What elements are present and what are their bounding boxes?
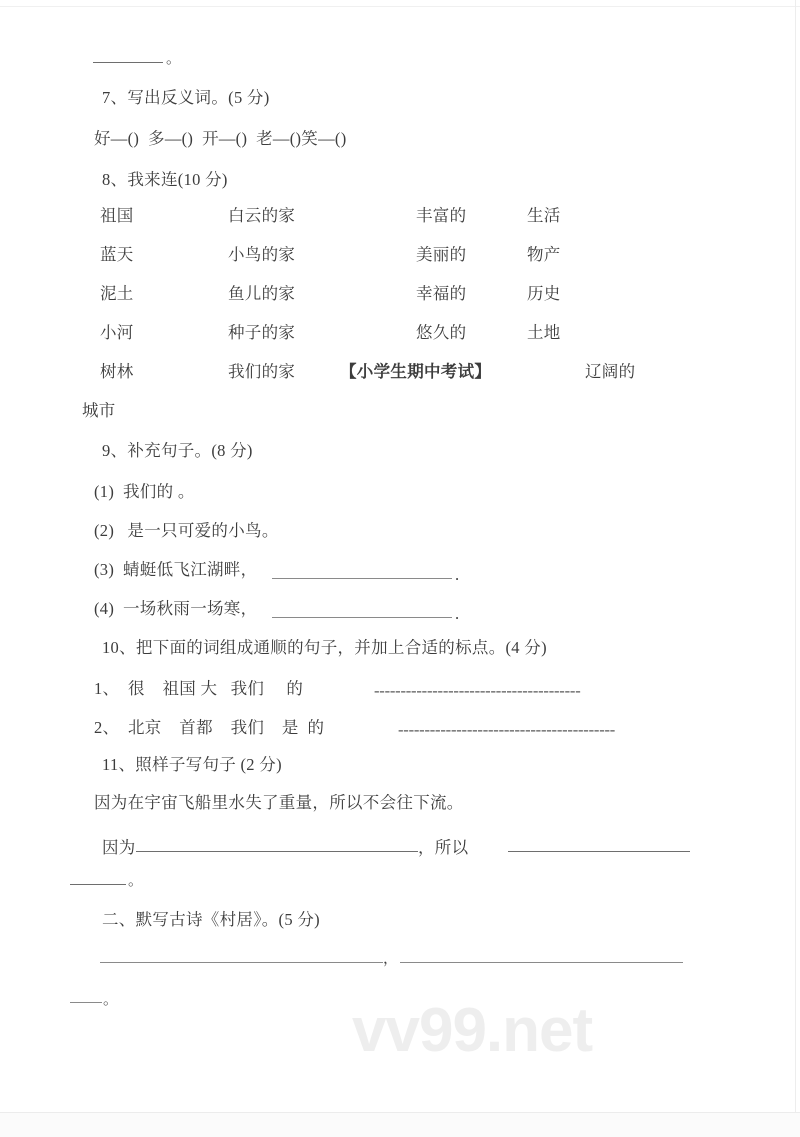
match-row-3-col-2[interactable]: 鱼儿的家 bbox=[228, 284, 296, 303]
question-9-item-1-text: 我们的 。 bbox=[123, 482, 195, 501]
section-2-answer-blank-3[interactable] bbox=[70, 1002, 102, 1003]
match-row-4-col-3[interactable]: 悠久的 bbox=[416, 323, 467, 342]
match-row-4-col-1[interactable]: 小河 bbox=[100, 323, 134, 342]
match-row-2-col-2[interactable]: 小鸟的家 bbox=[228, 245, 296, 264]
match-row-2-col-3[interactable]: 美丽的 bbox=[416, 245, 467, 264]
question-9-item-1-label: (1) bbox=[94, 482, 115, 501]
question-11-answer-lead: 因为 bbox=[102, 838, 136, 857]
match-row-4-col-2[interactable]: 种子的家 bbox=[228, 323, 296, 342]
match-row-3-col-1[interactable]: 泥土 bbox=[100, 284, 134, 303]
question-11-answer-blank-3[interactable] bbox=[70, 884, 126, 885]
question-9-item-4-label: (4) bbox=[94, 599, 115, 618]
question-11-answer-blank-2[interactable] bbox=[508, 851, 690, 852]
section-2-answer-blank-1[interactable] bbox=[100, 962, 383, 963]
match-row-2-col-4[interactable]: 物产 bbox=[527, 245, 561, 264]
question-10-heading: 10、把下面的词组成通顺的句子，并加上合适的标点。(4 分) bbox=[102, 638, 547, 657]
question-9-item-4-text: 一场秋雨一场寒， bbox=[123, 599, 258, 618]
continuation-punctuation: 。 bbox=[166, 51, 182, 67]
question-9-item-4-tail: . bbox=[455, 604, 460, 623]
match-row-5-col-1[interactable]: 树林 bbox=[100, 362, 134, 381]
match-row-2-col-1[interactable]: 蓝天 bbox=[100, 245, 134, 264]
question-11-answer-blank-1[interactable] bbox=[136, 851, 418, 852]
question-8-heading: 8、我来连(10 分) bbox=[102, 170, 228, 189]
question-9-item-2-text: 是一只可爱的小鸟。 bbox=[123, 521, 279, 540]
question-9-heading: 9、补充句子。(8 分) bbox=[102, 441, 253, 460]
match-row-5-col-4[interactable]: 辽阔的 bbox=[585, 362, 636, 381]
section-2-answer-blank-2[interactable] bbox=[400, 962, 683, 963]
question-9-item-4-answer-blank[interactable] bbox=[272, 617, 452, 618]
question-9-item-2-label: (2) bbox=[94, 521, 115, 540]
question-11-heading: 11、照样子写句子 (2 分) bbox=[102, 755, 282, 774]
question-7-items: 好—() 多—() 开—() 老—()笑—() bbox=[94, 129, 347, 148]
section-2-answer-mid-punct: ， bbox=[383, 951, 399, 967]
continuation-blank-rule bbox=[93, 62, 163, 63]
match-row-1-col-4[interactable]: 生活 bbox=[527, 206, 561, 225]
section-2-heading: 二、默写古诗《村居》。(5 分) bbox=[102, 910, 320, 929]
question-9-item-3-answer-blank[interactable] bbox=[272, 578, 452, 579]
match-row-5-col-2[interactable]: 我们的家 bbox=[228, 362, 296, 381]
question-10-item-1-answer-dashes[interactable]: --------------------------------------- bbox=[374, 681, 581, 700]
question-7-heading: 7、写出反义词。(5 分) bbox=[102, 88, 270, 107]
section-2-answer-tail-punct: 。 bbox=[103, 992, 119, 1008]
match-row-1-col-1[interactable]: 祖国 bbox=[100, 206, 134, 225]
question-10-item-2-label: 2、 bbox=[94, 718, 120, 737]
question-10-item-2-answer-dashes[interactable]: ----------------------------------------- bbox=[398, 720, 616, 739]
question-11-answer-tail-punct: 。 bbox=[128, 873, 144, 889]
question-9-item-3-tail: . bbox=[455, 565, 460, 584]
question-10-item-2-words: 北京 首都 我们 是 的 bbox=[128, 718, 329, 737]
question-10-item-1-words: 很 祖国 大 我们 的 bbox=[128, 679, 304, 698]
match-row-4-col-4[interactable]: 土地 bbox=[527, 323, 561, 342]
question-11-example: 因为在宇宙飞船里水失了重量，所以不会往下流。 bbox=[94, 793, 464, 812]
question-10-item-1-label: 1、 bbox=[94, 679, 120, 698]
match-row-3-col-3[interactable]: 幸福的 bbox=[416, 284, 467, 303]
match-row-1-col-3[interactable]: 丰富的 bbox=[416, 206, 467, 225]
match-overflow-word[interactable]: 城市 bbox=[82, 401, 116, 420]
question-9-item-3-text: 蜻蜓低飞江湖畔， bbox=[123, 560, 258, 579]
site-watermark: vv99.net bbox=[352, 996, 593, 1065]
match-row-1-col-2[interactable]: 白云的家 bbox=[228, 206, 296, 225]
question-9-item-3-label: (3) bbox=[94, 560, 115, 579]
match-row-3-col-4[interactable]: 历史 bbox=[527, 284, 561, 303]
exam-source-tag: 【小学生期中考试】 bbox=[340, 362, 492, 381]
page-bottom-band bbox=[0, 1112, 800, 1137]
question-11-answer-mid-punct: ，所以 bbox=[418, 838, 469, 857]
